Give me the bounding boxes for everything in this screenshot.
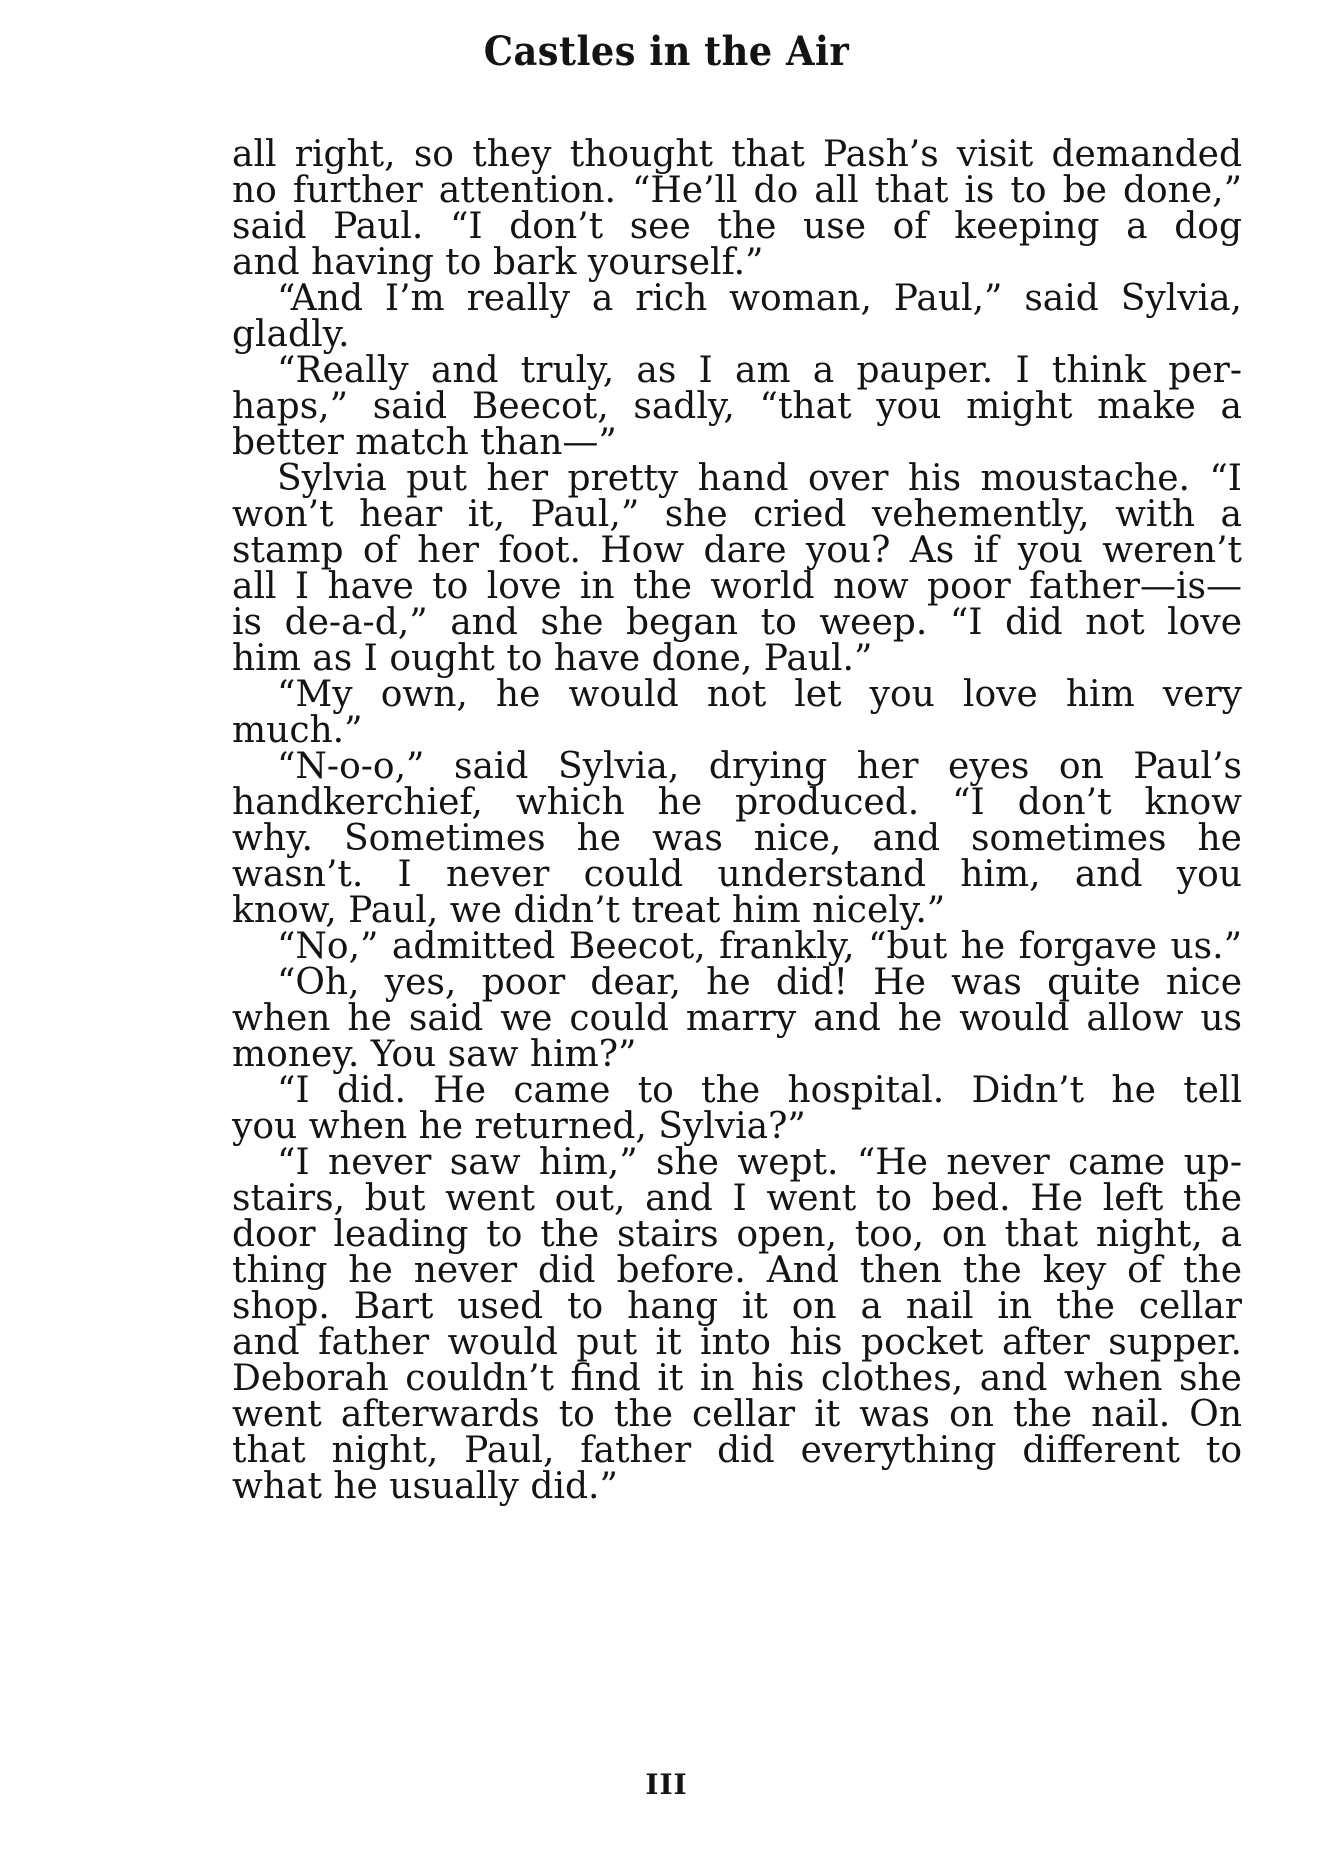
text-line: won’t hear it, Paul,” she cried vehemently, with a — [232, 494, 1242, 535]
text-line: “I did. He came to the hospital. Didn’t he tell — [277, 1070, 1242, 1111]
text-line: “Oh, yes, poor dear, he did! He was quite nice — [277, 962, 1242, 1003]
text-line: and having to bark yourself.” — [232, 242, 764, 283]
text-line: him as I ought to have done, Paul.” — [232, 638, 873, 679]
text-line: “My own, he would not let you love him very — [277, 674, 1242, 715]
text-line: thing he never did before. And then the key of the — [232, 1250, 1242, 1291]
text-line: went afterwards to the cellar it was on the nail. On — [232, 1394, 1242, 1435]
text-line: Sylvia put her pretty hand over his moustache. “I — [277, 458, 1242, 499]
text-line: Deborah couldn’t find it in his clothes, and when she — [232, 1358, 1242, 1399]
page-number: III — [645, 1768, 688, 1801]
text-line: gladly. — [232, 314, 350, 355]
text-line: handkerchief, which he produced. “I don’t know — [232, 782, 1242, 823]
text-line: “N-o-o,” said Sylvia, drying her eyes on Paul’s — [277, 746, 1242, 787]
text-line: what he usually did.” — [232, 1466, 618, 1507]
running-head: Castles in the Air — [483, 28, 850, 75]
text-line: know, Paul, we didn’t treat him nicely.” — [232, 890, 946, 931]
text-line: that night, Paul, father did everything different to — [232, 1430, 1242, 1471]
text-line: no further attention. “He’ll do all that is to be done,” — [232, 170, 1242, 211]
text-line: better match than—” — [232, 422, 617, 463]
text-line: stamp of her foot. How dare you? As if you weren’t — [232, 530, 1242, 571]
text-line: money. You saw him?” — [232, 1034, 637, 1075]
text-line: “Really and truly, as I am a pauper. I think per- — [277, 350, 1242, 391]
text-line: haps,” said Beecot, sadly, “that you might make a — [232, 386, 1242, 427]
text-line: and father would put it into his pocket after supper. — [232, 1322, 1242, 1363]
text-line: “I never saw him,” she wept. “He never came up- — [277, 1142, 1242, 1183]
text-line: wasn’t. I never could understand him, and you — [232, 854, 1242, 895]
text-line: stairs, but went out, and I went to bed. He left the — [232, 1178, 1242, 1219]
text-line: you when he returned, Sylvia?” — [232, 1106, 806, 1147]
text-line: is de-a-d,” and she began to weep. “I did not love — [232, 602, 1242, 643]
text-line: much.” — [232, 710, 363, 751]
text-line: shop. Bart used to hang it on a nail in the cellar — [232, 1286, 1242, 1327]
text-line: when he said we could marry and he would allow us — [232, 998, 1242, 1039]
text-line: “No,” admitted Beecot, frankly, “but he forgave us.” — [277, 926, 1242, 967]
text-line: all right, so they thought that Pash’s visit demanded — [232, 134, 1242, 175]
text-line: said Paul. “I don’t see the use of keeping a dog — [232, 206, 1242, 247]
text-line: all I have to love in the world now poor father—is— — [232, 566, 1242, 607]
text-line: why. Sometimes he was nice, and sometimes he — [232, 818, 1242, 859]
text-line: “And I’m really a rich woman, Paul,” said Sylvia, — [277, 278, 1242, 319]
text-line: door leading to the stairs open, too, on that night, a — [232, 1214, 1242, 1255]
